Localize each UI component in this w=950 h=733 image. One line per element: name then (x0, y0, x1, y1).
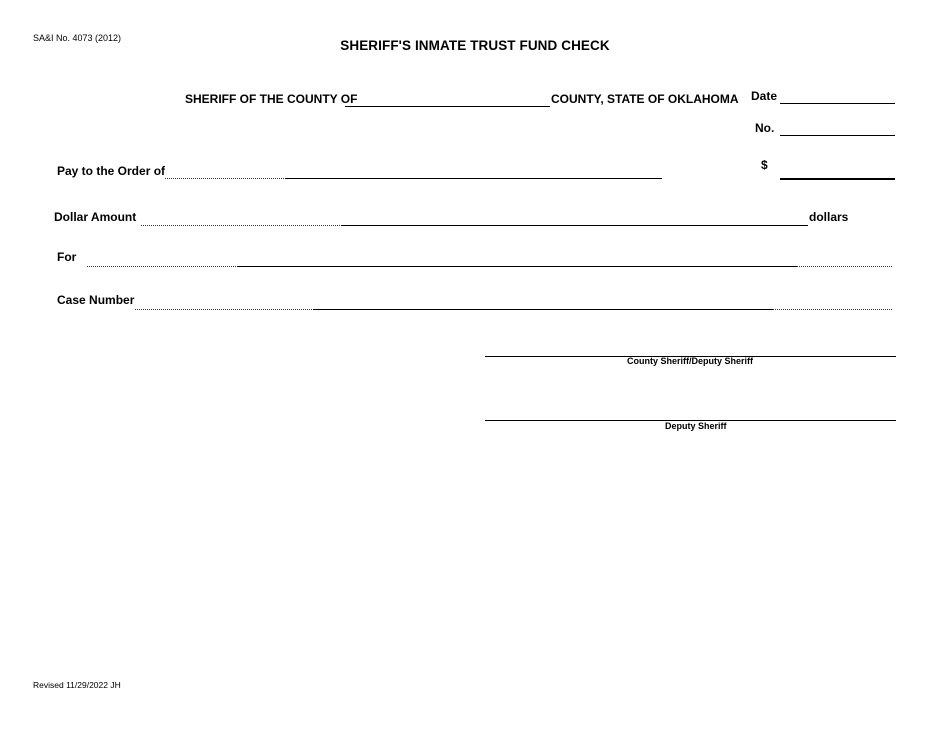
county-state-label: COUNTY, STATE OF OKLAHOMA (551, 92, 739, 106)
form-number: SA&I No. 4073 (2012) (33, 33, 122, 43)
dollar-amount-field[interactable] (144, 208, 804, 223)
pay-to-line (165, 178, 662, 179)
check-number-line (780, 135, 895, 136)
date-line (780, 103, 895, 104)
for-line (87, 266, 892, 267)
form-title: SHERIFF'S INMATE TRUST FUND CHECK (340, 38, 610, 53)
date-field[interactable] (782, 87, 892, 102)
dollar-sign-label: $ (761, 158, 768, 172)
amount-field[interactable] (782, 161, 892, 176)
check-number-label: No. (755, 121, 775, 135)
county-sheriff-signature-label: County Sheriff/Deputy Sheriff (627, 356, 754, 366)
revision-note: Revised 11/29/2022 JH (33, 680, 121, 690)
county-name-field[interactable] (348, 90, 548, 105)
pay-to-field[interactable] (168, 161, 658, 176)
case-number-line (135, 309, 892, 310)
for-label: For (57, 250, 77, 264)
case-number-field[interactable] (138, 292, 888, 307)
dollars-suffix-label: dollars (809, 210, 849, 224)
pay-to-label: Pay to the Order of (57, 164, 166, 178)
for-field[interactable] (90, 249, 890, 264)
dollar-amount-label: Dollar Amount (54, 210, 137, 224)
dollar-amount-line (141, 225, 808, 226)
deputy-sheriff-signature-label: Deputy Sheriff (665, 421, 727, 431)
check-number-field[interactable] (782, 119, 892, 134)
case-number-label: Case Number (57, 293, 135, 307)
sheriff-county-label: SHERIFF OF THE COUNTY OF (185, 92, 358, 106)
date-label: Date (751, 89, 778, 103)
county-name-line (345, 106, 550, 107)
amount-line (780, 178, 895, 180)
